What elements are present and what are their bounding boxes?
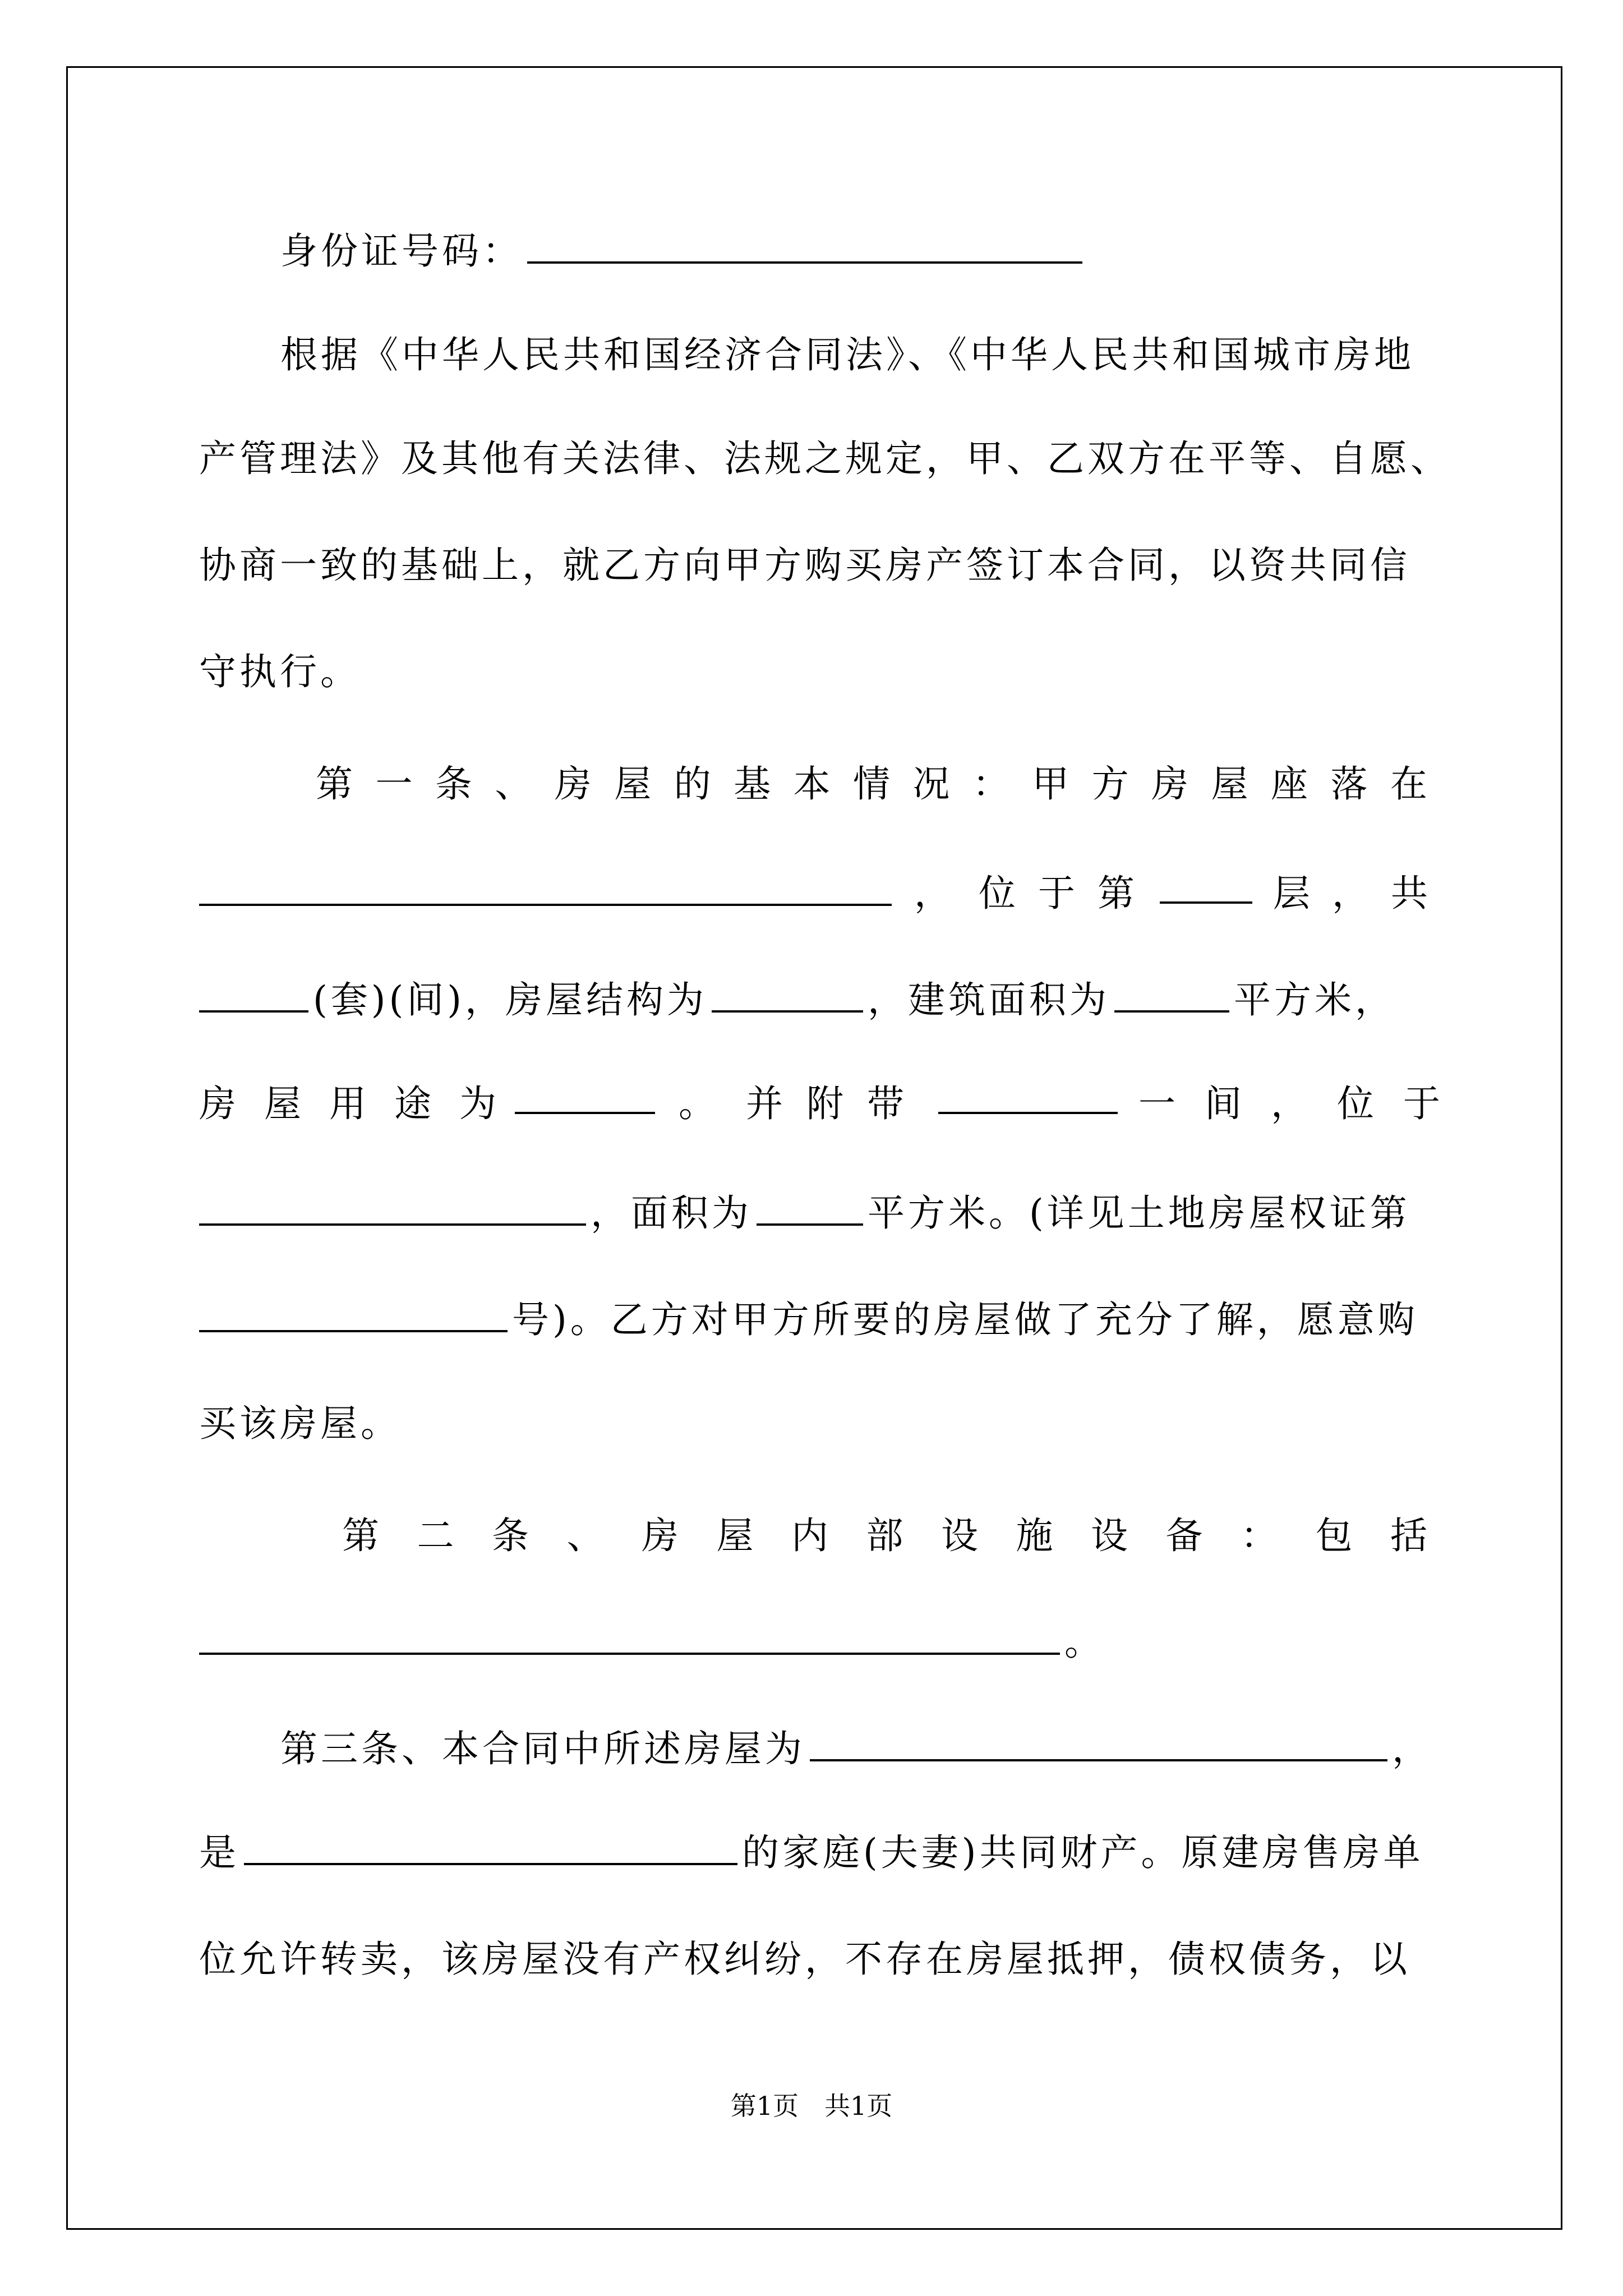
area-blank[interactable] [1114,976,1229,1013]
article-3-line-2 [199,1826,1424,1880]
article-1-heading-char: 情 [852,762,890,806]
paragraph-1-line-3: 协商一致的基础上，就乙方向甲方购买房产签订本合同，以资共同信 [199,544,1410,587]
article-1-heading-char: 一 [375,762,413,806]
article-2-heading-char: 屋 [716,1514,754,1557]
attached-blank[interactable] [938,1077,1118,1114]
article-1-heading-char: 甲 [1032,762,1069,806]
usage-label: 房屋用途为 [199,1082,524,1125]
article-2-heading-char: 设 [941,1514,978,1557]
article-2-heading-char: 第 [342,1514,379,1557]
article-2-heading [342,1509,1427,1563]
certificate-label: 平方米。(详见土地房屋权证第 [868,1191,1410,1235]
owner-blank[interactable] [244,1828,737,1865]
article-1-heading-char: 座 [1271,762,1308,806]
total-label: 共 [1391,872,1431,915]
article-1-line-5 [199,1186,1410,1240]
article-1-heading-char: 屋 [1211,762,1248,806]
article-1-line-6 [199,1293,1418,1347]
attached-label: 并附带 [746,1082,928,1125]
article-2-heading-char: 包 [1315,1514,1353,1557]
article-2-heading-char: 条 [492,1514,529,1557]
facilities-blank[interactable] [199,1618,1060,1655]
article-1-heading-char: 、 [495,762,532,806]
structure-blank[interactable] [712,976,863,1013]
article-3-line-2-text: 的家庭(夫妻)共同财产。原建房售房单 [742,1831,1424,1874]
is-label: 是 [199,1831,239,1874]
article-1-heading-char: 方 [1091,762,1129,806]
article-1-heading-char: 况 [912,762,950,806]
article-2-heading-char: 二 [417,1514,454,1557]
article-1-heading-char: 基 [734,762,771,806]
article-3-line-1 [280,1722,1432,1776]
paragraph-1-line-1: 根据《中华人民共和国经济合同法》、《中华人民共和国城市房地 [280,333,1414,376]
paragraph-1-line-2: 产管理法》及其他有关法律、法规之规定，甲、乙双方在平等、自愿、 [199,437,1451,480]
attached-area-label: ，面积为 [591,1191,752,1235]
article-2-heading-char: 、 [566,1514,604,1557]
article-3-line-3: 位允许转卖，该房屋没有产权纠纷，不存在房屋抵押，债权债务，以 [199,1938,1410,1981]
article-1-heading-char: 房 [554,762,592,806]
page-footer: 第1页 共1页 [730,2091,893,2121]
article-2-heading-char: 施 [1016,1514,1053,1557]
article-2-heading-char: 设 [1091,1514,1128,1557]
located-at-floor-label: 位于第 [979,872,1157,915]
article-2-heading-char: 备 [1165,1514,1203,1557]
article-1-heading-char: 本 [793,762,831,806]
article-1-heading [316,757,1427,811]
area-unit: 平方米， [1234,978,1395,1022]
article-1-heading-char: 在 [1390,762,1427,806]
article-2-line-2 [199,1616,1105,1669]
article-1-line-6-text: 号)。乙方对甲方所要的房屋做了充分了解，愿意购 [512,1298,1418,1341]
article-1-line-2 [199,867,1431,921]
floor-blank[interactable] [1160,867,1252,904]
article-2-end: 。 [1064,1621,1105,1664]
article-2-heading-char: 房 [642,1514,679,1557]
article-2-heading-char: 括 [1390,1514,1427,1557]
location-blank[interactable] [199,869,892,906]
property-type-blank[interactable] [810,1724,1387,1761]
id-number-blank[interactable] [527,227,1082,264]
period: 。 [679,1082,719,1125]
article-1-heading-char: 的 [674,762,711,806]
comma-3: ， [1392,1727,1432,1770]
article-1-heading-char: 第 [316,762,353,806]
usage-blank[interactable] [515,1077,655,1114]
article-2-heading-char: 部 [866,1514,903,1557]
id-number-label: 身份证号码： [280,229,523,273]
floor-unit: 层 [1273,872,1313,915]
structure-label: (套)(间)，房屋结构为 [313,978,707,1022]
area-label: ，建筑面积为 [868,978,1110,1022]
article-2-heading-char: ： [1241,1514,1278,1557]
article-1-line-4 [199,1077,1469,1131]
article-1-line-7: 买该房屋。 [199,1402,401,1445]
comma: ， [914,872,955,915]
article-1-heading-char: 屋 [614,762,652,806]
one-room-located-label: 一间，位于 [1138,1082,1469,1125]
attached-location-blank[interactable] [199,1189,586,1226]
article-3-label: 第三条、本合同中所述房屋为 [280,1727,805,1770]
rooms-blank[interactable] [199,976,308,1013]
page-border [66,66,1562,2230]
attached-area-blank[interactable] [757,1189,863,1226]
article-1-heading-char: 房 [1151,762,1189,806]
article-2-heading-char: 内 [791,1514,828,1557]
article-1-heading-char: ： [972,762,1009,806]
paragraph-1-line-4: 守执行。 [199,650,361,693]
article-1-heading-char: 落 [1330,762,1368,806]
id-number-line [280,224,1087,278]
article-1-line-3 [199,973,1395,1027]
certificate-number-blank[interactable] [199,1295,508,1332]
comma-2: ， [1332,872,1372,915]
article-1-heading-char: 条 [435,762,472,806]
